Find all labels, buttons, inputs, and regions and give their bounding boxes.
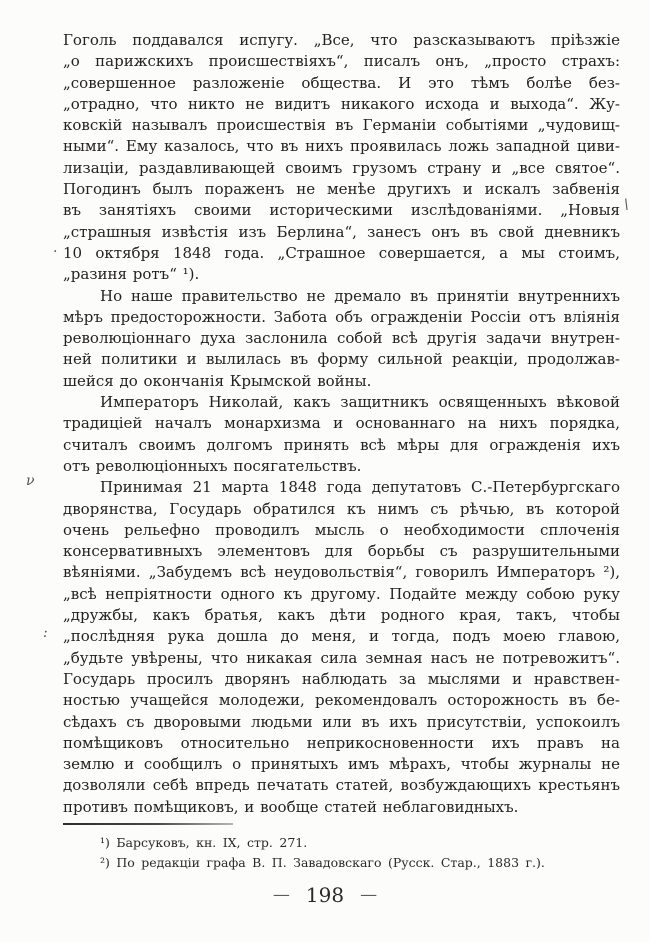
text-line: „совершенное разложеніе общества. И это тѣмъ болѣе без- <box>63 73 620 92</box>
text-line: традиціей началъ монархизма и основаннаго на нихъ порядка, <box>63 414 620 433</box>
footnote-separator <box>63 823 233 825</box>
text-line: дворянства, Государь обратился къ нимъ съ рѣчью, въ которой <box>63 499 620 518</box>
stray-slash-mark: \ <box>624 197 629 213</box>
text-line: Императоръ Николай, какъ защитникъ освященныхъ вѣковой <box>100 393 620 412</box>
text-line: сѣдахъ съ дворовыми людьми или въ ихъ присутствіи, успокоилъ <box>63 712 620 731</box>
footnote: ²) По редакціи графа В. П. Завадовскаго (Русск. Стар., 1883 г.). <box>100 855 545 870</box>
text-line: дозволяли себѣ впредь печатать статей, возбуждающихъ крестьянъ <box>63 776 620 795</box>
text-line: очень рельефно проводилъ мысль о необходимости сплоченія <box>63 520 620 539</box>
page-number-dash-left: — <box>272 885 290 905</box>
text-line: ней политики и вылилась въ форму сильной реакціи, продолжав- <box>63 350 620 369</box>
text-line: отъ революціонныхъ посягательствъ. <box>63 456 362 475</box>
text-line: помѣщиковъ относительно неприкосновенности ихъ правъ на <box>63 733 620 752</box>
text-line: въ занятіяхъ своими историческими изслѣдованіями. „Новыя <box>63 201 620 220</box>
text-line: ными“. Ему казалось, что въ нихъ проявилась ложь западной циви- <box>63 137 620 156</box>
text-line: Принимая 21 марта 1848 года депутатовъ С.-Петербургскаго <box>100 478 620 497</box>
text-line: ностью учащейся молодежи, рекомендовалъ осторожность въ бе- <box>63 691 620 710</box>
text-line: „всѣ непріятности одного къ другому. Подайте между собою руку <box>63 584 620 603</box>
text-line: Гоголь поддавался испугу. „Все, что разсказываютъ пріѣзжіе <box>63 31 620 49</box>
page-number-dash-right: — <box>360 885 378 905</box>
text-line: „послѣдняя рука дошла до меня, и тогда, подъ моею главою, <box>63 627 620 646</box>
text-line: Погодинъ былъ пораженъ не менѣе другихъ и искалъ забвенія <box>63 180 620 199</box>
text-line: „разиня ротъ“ ¹). <box>63 265 200 284</box>
text-line: лизаціи, раздавливающей своимъ грузомъ страну и „все святое“. <box>63 158 620 177</box>
stray-colon-mark: : <box>43 625 48 641</box>
footnotes <box>100 833 590 873</box>
text-line: ковскій называлъ происшествія въ Германіи событіями „чудовищ- <box>63 116 620 135</box>
text-line: Но наше правительство не дремало въ принятіи внутреннихъ <box>100 286 620 305</box>
text-line: 10 октября 1848 года. „Страшное совершается, а мы стоимъ, <box>63 243 620 262</box>
text-line: революціоннаго духа заслонила собой всѣ другія задачи внутрен- <box>63 329 620 348</box>
text-line: противъ помѣщиковъ, и вообще статей неблаговидныхъ. <box>63 797 519 816</box>
text-line: консервативныхъ элементовъ для борьбы съ разрушительными <box>63 542 620 561</box>
page-number <box>0 883 650 907</box>
stray-dot-mark: · <box>53 244 58 260</box>
footnote: ¹) Барсуковъ, кн. IX, стр. 271. <box>100 835 308 850</box>
text-line: „дружбы, какъ братья, какъ дѣти родного края, такъ, чтобы <box>63 606 620 625</box>
text-line: вѣяніями. „Забудемъ всѣ неудовольствія“, говорилъ Императоръ ²), <box>63 563 620 582</box>
text-line: Государь просилъ дворянъ наблюдать за мыслями и нравствен- <box>63 669 620 688</box>
text-line: „будьте увѣрены, что никакая сила земная насъ не потревожитъ“. <box>63 648 620 667</box>
text-line: „страшныя извѣстія изъ Берлина“, занесъ онъ въ свой дневникъ <box>63 222 620 241</box>
text-line: считалъ своимъ долгомъ принять всѣ мѣры для огражденія ихъ <box>63 435 620 454</box>
check-mark: ν <box>26 473 35 489</box>
page-number-value: 198 <box>305 883 345 907</box>
text-line: „отрадно, что никто не видитъ никакого исхода и выхода“. Жу- <box>63 94 620 113</box>
text-line: шейся до окончанія Крымской войны. <box>63 371 372 390</box>
body-text <box>63 30 620 818</box>
text-line: „о парижскихъ происшествіяхъ“, писалъ онъ, „просто страхъ: <box>63 52 620 71</box>
text-line: мѣръ предосторожности. Забота объ огражденіи Россіи отъ вліянія <box>63 307 620 326</box>
text-line: землю и сообщилъ о принятыхъ имъ мѣрахъ, чтобы журналы не <box>63 755 620 774</box>
